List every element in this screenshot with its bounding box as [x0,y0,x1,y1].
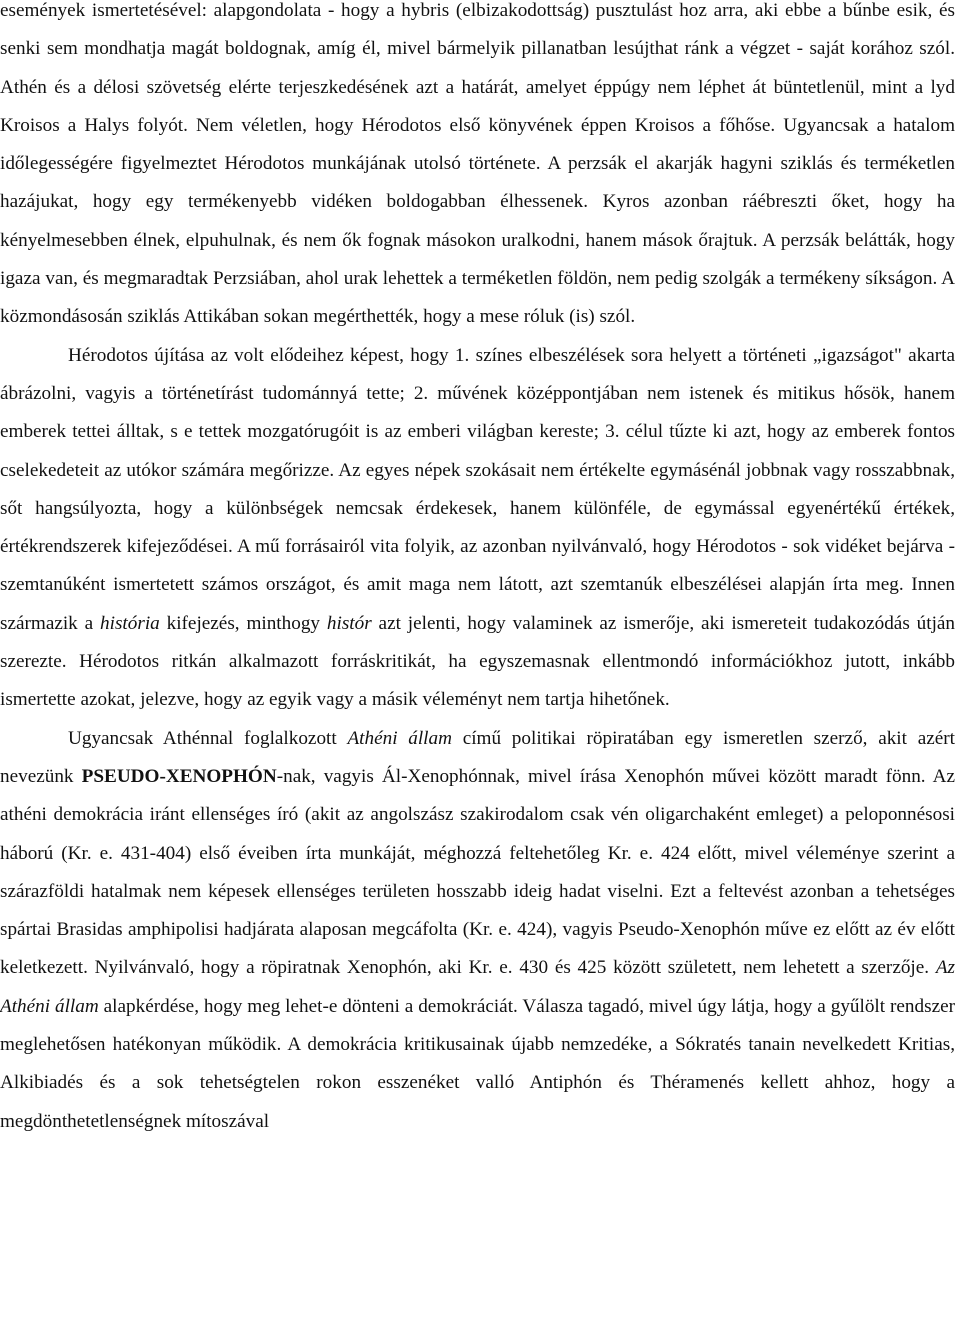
text-run: -nak, vagyis Ál-Xenophónnak, mivel írása Xenophón művei között maradt fönn. Az athéni demokrácia iránt ellenséges író (akit az angolszász szakirodalom csak vén oligarchaként emleget) a peloponnésosi háború (Kr. e. 431-404) első éveiben írta munkáját, méghozzá feltehetőleg Kr. e. 424 előtt, mivel véleménye szerint a szárazföldi hatalmak nem képesek ellenséges területen hosszabb ideig hadat viselni. Ezt a feltevést azonban a tehetséges spártai Brasidas amphipolisi hadjárata alaposan megcáfolta (Kr. e. 424), vagyis Pseudo-Xenophón műve ez előtt az év előtt keletkezett. Nyilvánvaló, hogy a röpiratnak Xenophón, aki Kr. e. 430 és 425 között született, nem lehetett a szerzője. [0,765,955,979]
text-run: Ugyancsak Athénnal foglalkozott [68,727,348,749]
paragraph-herodotos-innovation [0,337,955,720]
bold-author-name: PSEUDO-XENOPHÓN [81,765,277,787]
text-run: kifejezés, minthogy [159,612,327,634]
italic-title-atheni-allam: Athéni állam [347,727,452,749]
paragraph-pseudo-xenophon [0,720,955,1141]
italic-title-az-atheni-allam: Az Athéni állam [0,957,955,1017]
text-run: Hérodotos újítása az volt elődeihez képest, hogy 1. színes elbeszélések sora helyett a történeti „igazságot" akarta ábrázolni, vagyis a történetírást tudománnyá tette; 2. művének középpontjában nem istenek és mitikus hősök, hanem emberek tettei álltak, s e tettek mozgatórugóit is az emberi világban kereste; 3. célul tűzte ki azt, hogy az emberek fontos cselekedeteit az utókor számára megőrizze. Az egyes népek szokásait nem értékelte egymásénál jobbnak vagy rosszabbnak, sőt hangsúlyozta, hogy a különbségek nemcsak érdekesek, hanem különféle, de egymással egyenértékű értékek, értékrendszerek kifejeződései. A mű forrásairól vita folyik, az azonban nyilvánvaló, hogy Hérodotos - sok vidéket bejárva - szemtanúként ismertetett számos országot, és amit maga nem látott, azt szemtanúk elbeszélései alapján írta meg. Innen származik a [0,344,955,634]
text-run: események ismertetésével: alapgondolata - hogy a hybris (elbizakodottság) pusztulást hoz arra, aki ebbe a bűnbe esik, és senki sem mondhatja magát boldognak, amíg él, mivel bármelyik pillanatban lesújthat ránk a végzet - saját korához szól. Athén és a délosi szövetség elérte terjeszkedésének azt a határát, amelyet éppúgy nem léphet át büntetlenül, mint a lyd Kroisos a Halys folyót. Nem véletlen, hogy Hérodotos első könyvének éppen Kroisos a főhőse. Ugyancsak a hatalom időlegességére figyelmeztet Hérodotos munkájának utolsó története. A perzsák el akarják hagyni sziklás és terméketlen hazájukat, hogy egy termékenyebb vidéken boldogabban élhessenek. Kyros azonban ráébreszti őket, hogy ha kényelmesebben élnek, elpuhulnak, és nem ők fognak másokon uralkodni, hanem mások őrajtuk. A perzsák belátták, hogy igaza van, és megmaradtak Perzsiában, ahol urak lehettek a terméketlen földön, nem pedig szolgák a termékeny síkságon. A közmondásosán sziklás Attikában sokan megérthették, hogy a mese róluk (is) szól. [0,0,955,328]
italic-term-histor: histór [326,612,372,634]
paragraph-herodotos-themes [0,0,955,337]
text-run: alapkérdése, hogy meg lehet-e dönteni a demokráciát. Válasza tagadó, mivel úgy látja, hogy a gyűlölt rendszer meglehetősen hatékonyan működik. A demokrácia kritikusainak újabb nemzedéke, a Sókratés tanain nevelkedett Kritias, Alkibiadés és a sok tehetségtelen rokon esszenéket valló Antiphón és Théramenés kellett ahhoz, hogy a megdönthetetlenségnek mítoszával [0,995,955,1132]
text-run: azt jelenti, hogy valaminek az ismerője, aki ismereteit tudakozódás útján szerezte. Hérodotos ritkán alkalmazott forráskritikát, ha egyszemasnak ellentmondó információkhoz jutott, inkább ismertette azokat, jelezve, hogy az egyik vagy a másik véleményt nem tartja hihetőnek. [0,612,956,711]
text-run: című politikai röpiratában egy ismeretlen szerző, akit azért nevezünk [0,727,955,787]
italic-term-historia: história [100,612,160,634]
